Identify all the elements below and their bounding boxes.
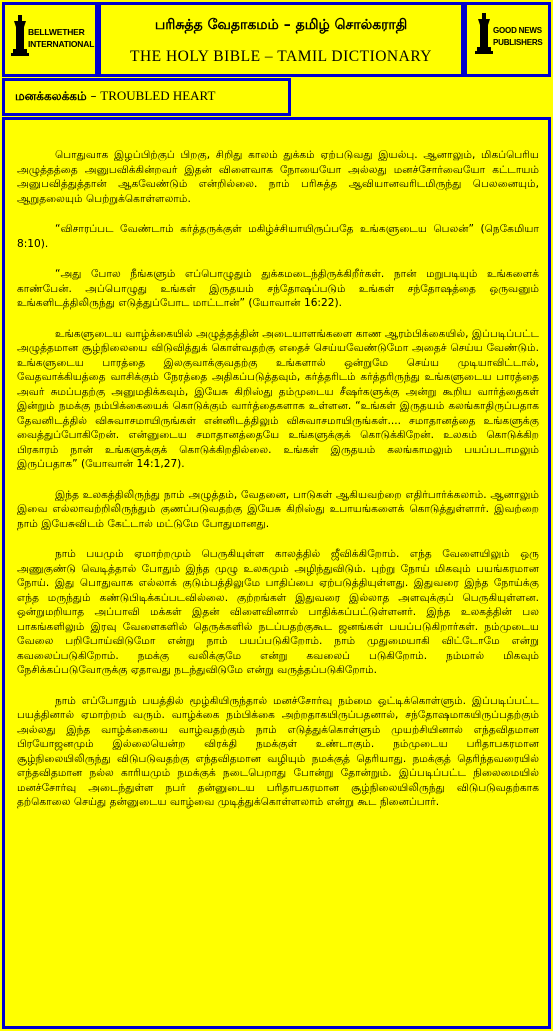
article-content [17,148,539,826]
header-title-panel [98,2,464,77]
logo-line-1: BELLWETHER [28,27,85,37]
bell-tower-icon [11,13,29,59]
good-news-logo [475,11,553,67]
entry-title-separator: – [86,89,101,103]
entry-title-tamil: மனக்கலக்கம் [15,89,87,103]
paragraph: நாம் பயமும் ஏமாற்றமும் பெருகியுள்ள காலத்தில் ஜீவிக்கிறோம். எந்த வேளையிலும் ஒரு அணுகுண்டு வெடித்தால் போதும் இந்த முழு உலகமும் அழிந்துவிடும். புற்று நோய் மிகவும் பயங்கரமான நோய். இது பொதுவாக எல்லாக் குடும்பத்திலுமே பாதிப்பை ஏற்படுத்தியுள்ளது. இதுவரை இந்த நோய்க்கு எந்த மருந்தும் கண்டுபிடிக்கப்படவில்லை. குற்றங்கள் இதுவரை இல்லாத அளவுக்குப் பெருகியுள்ளன. ஒன்றுமறியாத அப்பாவி மக்கள் இதன் விளைவினால் பாதிக்கப்பட்டுள்ளனர். இந்த உலகத்தின் பல பாகங்களிலும் இரவு வேளைகளில் தெருக்களில் நடப்பதற்குகூட ஜனங்கள் பயப்படுகிறார்கள். நம்முடைய வேலை பறிபோய்விடுமோ என்று நாம் பயப்படுகிறோம். நாம் முதுமையாகி விட்டோமே என்று கவலைப்படுகிறோம். நமக்கு வலிக்குமே என்று கவலைப் படுகிறோம். நம்மால் மிகவும் நேசிக்கப்படுவோருக்கு ஏதாவது நடந்துவிடுமே என்று வருத்தப்படுகிறோம். [17,548,539,676]
publisher-logo-left-panel [2,2,98,77]
paragraph-quote: “அது போல நீங்களும் எப்பொழுதும் துக்கமடைந்திருக்கிறீர்கள். நான் மறுபடியும் உங்களைக் காண்பேன். அப்பொழுது உங்கள் இருதயம் சந்தோஷப்படும் உங்கள் சந்தோஷத்தை ஒருவனும் உங்களிடத்திலிருந்து எடுத்துப்போட மாட்டான்” (யோவான் 16:22). [17,268,539,309]
paragraph: பொதுவாக இழப்பிற்குப் பிறகு, சிறிது காலம் துக்கம் ஏற்படுவது இயல்பு. ஆனாலும், மிகப்பெரிய அழுத்தத்தை அனுபவிக்கின்றவர் இதன் விளைவாக நோயையோ அல்லது மனச்சோர்வையோ கட்டாயம் அனுபவித்துத்தான் ஆகவேண்டும் என்றில்லை. நாம் பரிசுத்த ஆவியானவரிடமிருந்து பெலனையும், ஆறுதலையும் பெற்றுக்கொள்ளலாம். [17,149,539,205]
entry-title-box [2,78,291,116]
title-english: THE HOLY BIBLE – TAMIL DICTIONARY [129,48,432,65]
article-body [2,117,551,1029]
paragraph: உங்களுடைய வாழ்க்கையில் அழுத்தத்தின் அடையாளங்களை காண ஆரம்பிக்கையில், இப்படிப்பட்ட அழுத்தமான சூழ்நிலையை விடுவித்துக் கொள்வதற்கு எதைச் செய்யவேண்டுமோ அதைச் செய்ய வேண்டும். உங்களுடைய பாரத்தை இலகுவாக்குவதற்கு உங்களால் ஒன்றுமே செய்ய முடியாவிட்டால், வேதவாக்கியத்தை வாசிக்கும் நேரத்தை அதிகப்படுத்தவும், கர்த்தரிடம் கர்த்தரிருந்து உங்களுடைய பாரத்தை அவர் சுமப்பதற்கு அனுமதிக்கவும், இயேசு கிறிஸ்து தம்முடைய சீஷர்களுக்கு அன்று கூறிய வார்த்தைகள் இன்றும் நமக்கு நம்பிக்கையைக் கொடுக்கும் வார்த்தைகளாக உள்ளன. “உங்கள் இருதயம் கலங்காதிருப்பதாக தேவனிடத்தில் விசுவாசமாயிருங்கள் என்னிடத்திலும் விசுவாசமாயிருங்கள்.... சமாதானத்தை உங்களுக்கு வைத்துப்போகிறேன். என்னுடைய சமாதானத்தையே உங்களுக்குக் கொடுக்கிறேன். உலகம் கொடுக்கிற பிரகாரம் நான் உங்களுக்குக் கொடுக்கிறதில்லை. உங்கள் இருதயம் கலங்காமலும் பயப்படாமலும் இருப்பதாக” (யோவான் 14:1,27). [17,327,539,470]
bell-tower-icon [475,11,493,57]
paragraph: இந்த உலகத்திலிருந்து நாம் அழுத்தம், வேதனை, பாடுகள் ஆகியவற்றை எதிர்பார்க்கலாம். ஆனாலும் இவை எல்லாவற்றிலிருந்தும் குணப்படுவதற்கு இயேசு கிறிஸ்து உபாயங்களைக் கொடுத்துள்ளார். இவற்றை நாம் இயேசுவிடம் கேட்டால் மட்டுமே போதுமானது. [17,488,539,530]
title-tamil: பரிசுத்த வேதாகமம் – தமிழ் சொல்கராதி [154,17,408,33]
logo-line-1: GOOD NEWS [493,26,542,35]
entry-title [15,88,215,105]
paragraph-quote: “விசாரப்பட வேண்டாம் கர்த்தருக்குள் மகிழ்ச்சியாயிருப்பதே உங்களுடைய பெலன்” (நெகேமியா 8:10). [17,223,539,250]
publisher-logo-right-panel [464,2,551,77]
entry-title-english: TROUBLED HEART [100,88,216,103]
logo-line-2: PUBLISHERS [493,38,543,47]
bellwether-logo [11,13,95,69]
logo-line-2: INTERNATIONAL [28,39,95,49]
paragraph: நாம் எப்போதும் பயத்தில் மூழ்கியிருந்தால் மனச்சோர்வு நம்மை ஒட்டிக்கொள்ளும். இப்படிப்பட்ட பயத்தினால் ஏமாற்றம் வரும். வாழ்க்கை நம்பிக்கை அற்றதாகயிருப்பதனால், சந்தோஷமாகயிருப்பதற்கும் அல்லது இந்த வாழ்க்கையை வாழ்வதற்கும் நாம் எடுத்துக்கொள்ளும் முயற்சியினால் எந்தவிதமான பிரயோஜனமும் இல்லையென்ற விரக்தி நமக்குள் உண்டாகும். நம்முடைய பரிதாபகரமான சூழ்நிலையிலிருந்து விடுபடுவதற்கு எந்தவிதமான வழியும் நமக்குத் தெரியாது. நமக்குத் தெரிந்தவரையில் எந்தவிதமான நல்ல காரியமும் நமக்குக் நடைபெறாது போன்று தோன்றும். இப்படிப்பட்ட நிலைமையில் மனச்சோர்வு அடைந்துள்ள நபர் தன்னுடைய பரிதாபகரமான சூழ்நிலையிலிருந்து விடுபடுவதற்காக தற்கொலை செய்து தன்னுடைய வாழ்வை முடித்துக்கொள்ளலாம் என்று கூட நினைப்பார். [17,694,539,808]
